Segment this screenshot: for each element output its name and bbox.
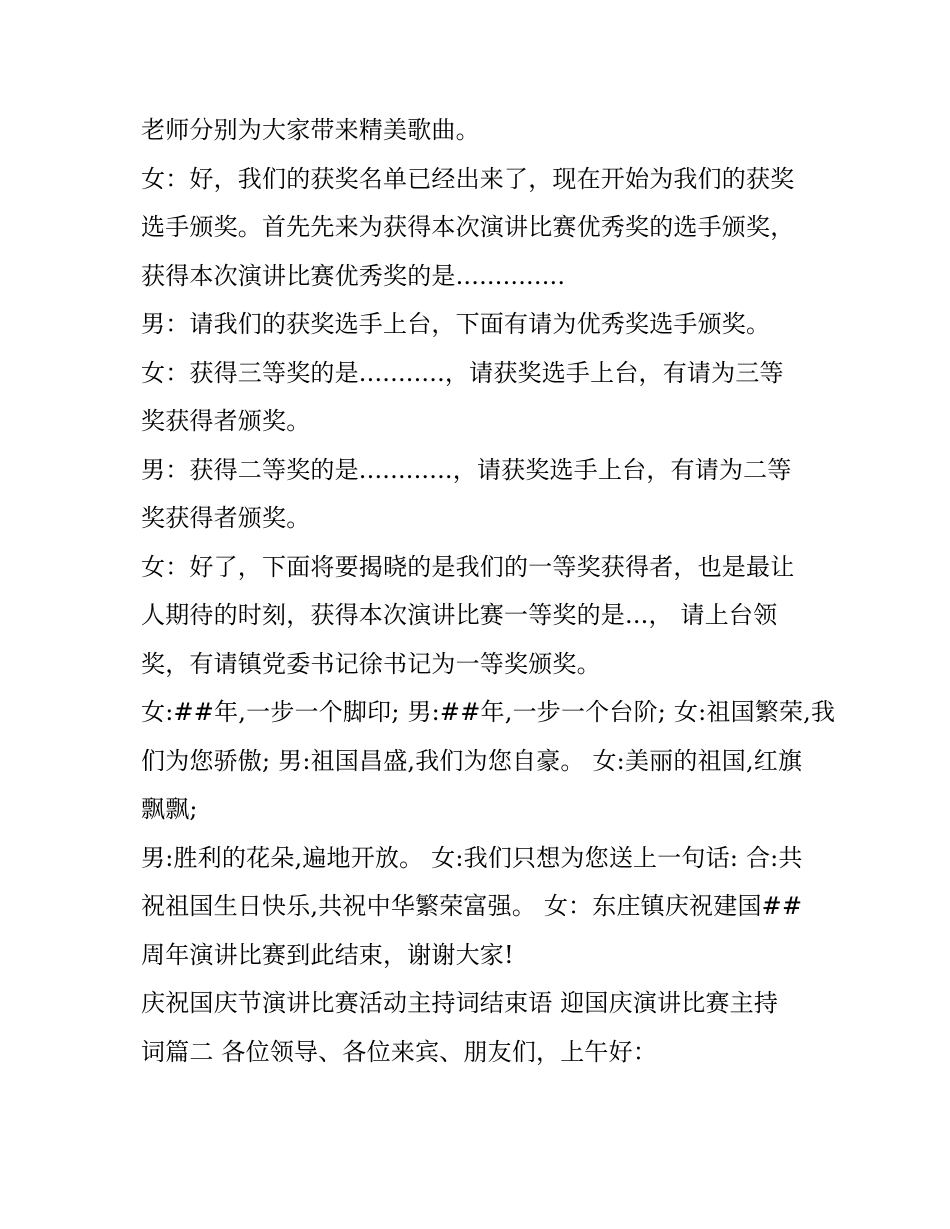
text-line: 奖，有请镇党委书记徐书记为一等奖颁奖。 [141, 649, 601, 678]
text-line: 男:胜利的花朵,遍地开放。 女:我们只想为您送上一句话: 合:共 [141, 843, 803, 872]
text-line: 老师分别为大家带来精美歌曲。 [141, 116, 480, 144]
text-line: 们为您骄傲; 男:祖国昌盛,我们为您自豪。 女:美丽的祖国,红旗 [141, 746, 803, 775]
text-line: 奖获得者颁奖。 [141, 407, 311, 435]
text-line: 获得本次演讲比赛优秀奖的是.............. [141, 261, 566, 290]
text-line: 男：请我们的获奖选手上台，下面有请为优秀奖选手颁奖。 [141, 310, 771, 338]
text-line: 选手颁奖。首先先来为获得本次演讲比赛优秀奖的选手颁奖， [141, 213, 795, 241]
text-line: 女：好了，下面将要揭晓的是我们的一等奖获得者，也是最让 [141, 552, 795, 581]
text-line: 女：好，我们的获奖名单已经出来了，现在开始为我们的获奖 [141, 164, 795, 193]
text-line: 男：获得二等奖的是............，请获奖选手上台，有请为二等 [141, 455, 792, 484]
text-line: 女:##年,一步一个脚印; 男:##年,一步一个台阶; 女:祖国繁荣,我 [141, 698, 836, 726]
text-line: 奖获得者颁奖。 [141, 504, 311, 532]
text-line: 人期待的时刻，获得本次演讲比赛一等奖的是...， 请上台领 [141, 601, 778, 629]
document-body [141, 106, 836, 1076]
text-line: 飘飘; [141, 795, 198, 823]
text-line: 庆祝国庆节演讲比赛活动主持词结束语 迎国庆演讲比赛主持 [141, 989, 779, 1017]
text-line: 周年演讲比赛到此结束，谢谢大家! [141, 940, 514, 969]
text-line: 词篇二 各位领导、各位来宾、朋友们，上午好： [141, 1037, 658, 1066]
text-line: 女：获得三等奖的是...........，请获奖选手上台，有请为三等 [141, 358, 784, 387]
text-line: 祝祖国生日快乐,共祝中华繁荣富强。 女：东庄镇庆祝建国## [141, 892, 803, 920]
